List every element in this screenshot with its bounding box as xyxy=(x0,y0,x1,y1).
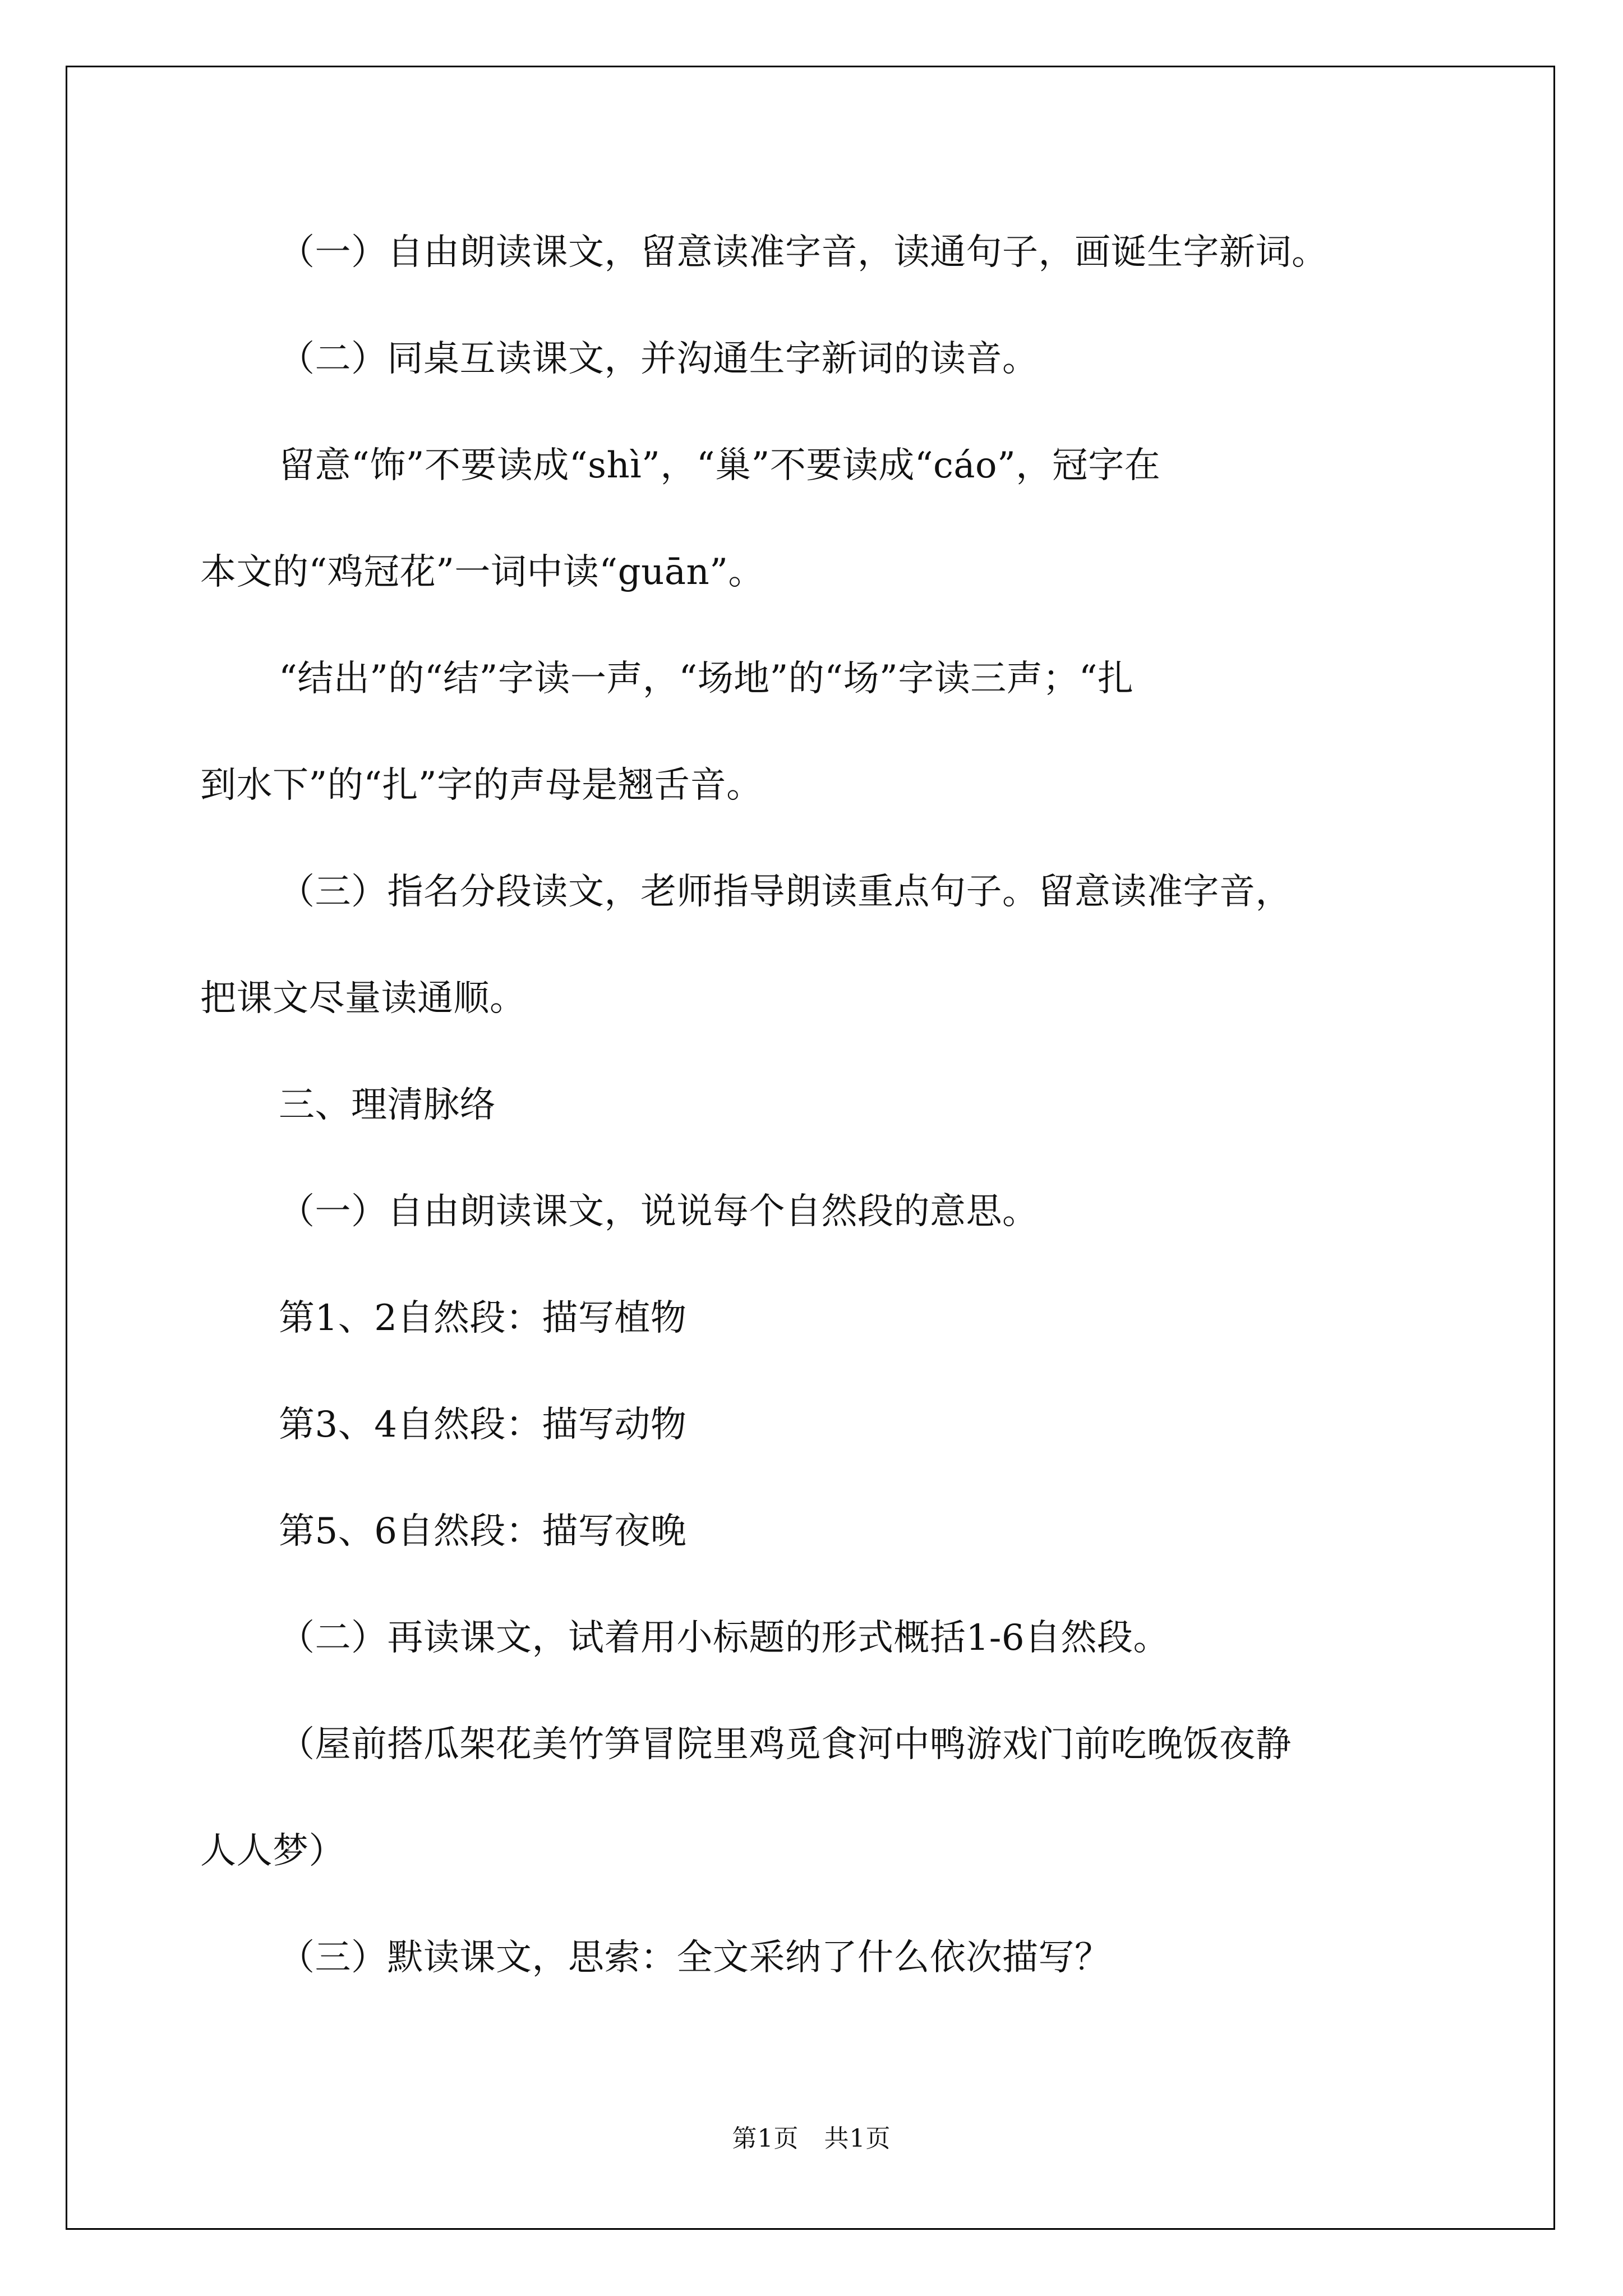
paragraph-line: （二）再读课文，试着用小标题的形式概括1-6自然段。 xyxy=(279,1617,1170,1659)
paragraph-line: 本文的“鸡冠花”一词中读“guān”。 xyxy=(200,551,764,593)
paragraph-line: （一）自由朗读课文，说说每个自然段的意思。 xyxy=(279,1191,1039,1232)
paragraph-line: （三）默读课文，思索：全文采纳了什么依次描写？ xyxy=(279,1937,1111,1978)
section-heading: 三、理清脉络 xyxy=(279,1084,496,1126)
paragraph-line: 第3、4自然段：描写动物 xyxy=(279,1404,687,1446)
page-border xyxy=(66,66,1555,2230)
paragraph-line: 到水下”的“扎”字的声母是翘舌音。 xyxy=(200,765,763,806)
page-number: 第1页 共1页 xyxy=(732,2124,891,2153)
paragraph-line: 第5、6自然段：描写夜晚 xyxy=(279,1511,687,1552)
paragraph-line: 留意“饰”不要读成“shì”，“巢”不要读成“cáo”，冠字在 xyxy=(279,445,1161,486)
paragraph-line: “结出”的“结”字读一声，“场地”的“场”字读三声；“扎 xyxy=(279,658,1134,700)
paragraph-line: （三）指名分段读文，老师指导朗读重点句子。留意读准字音， xyxy=(279,871,1292,913)
paragraph-line: 把课文尽量读通顺。 xyxy=(200,978,526,1019)
paragraph-line: （屋前搭瓜架花美竹笋冒院里鸡觅食河中鸭游戏门前吃晚饭夜静 xyxy=(279,1724,1292,1765)
paragraph-line: （二）同桌互读课文，并沟通生字新词的读音。 xyxy=(279,338,1039,380)
paragraph-line: 人人梦） xyxy=(200,1830,345,1872)
paragraph-line: 第1、2自然段：描写植物 xyxy=(279,1297,687,1339)
paragraph-line: （一）自由朗读课文，留意读准字音，读通句子，画诞生字新词。 xyxy=(279,232,1328,273)
